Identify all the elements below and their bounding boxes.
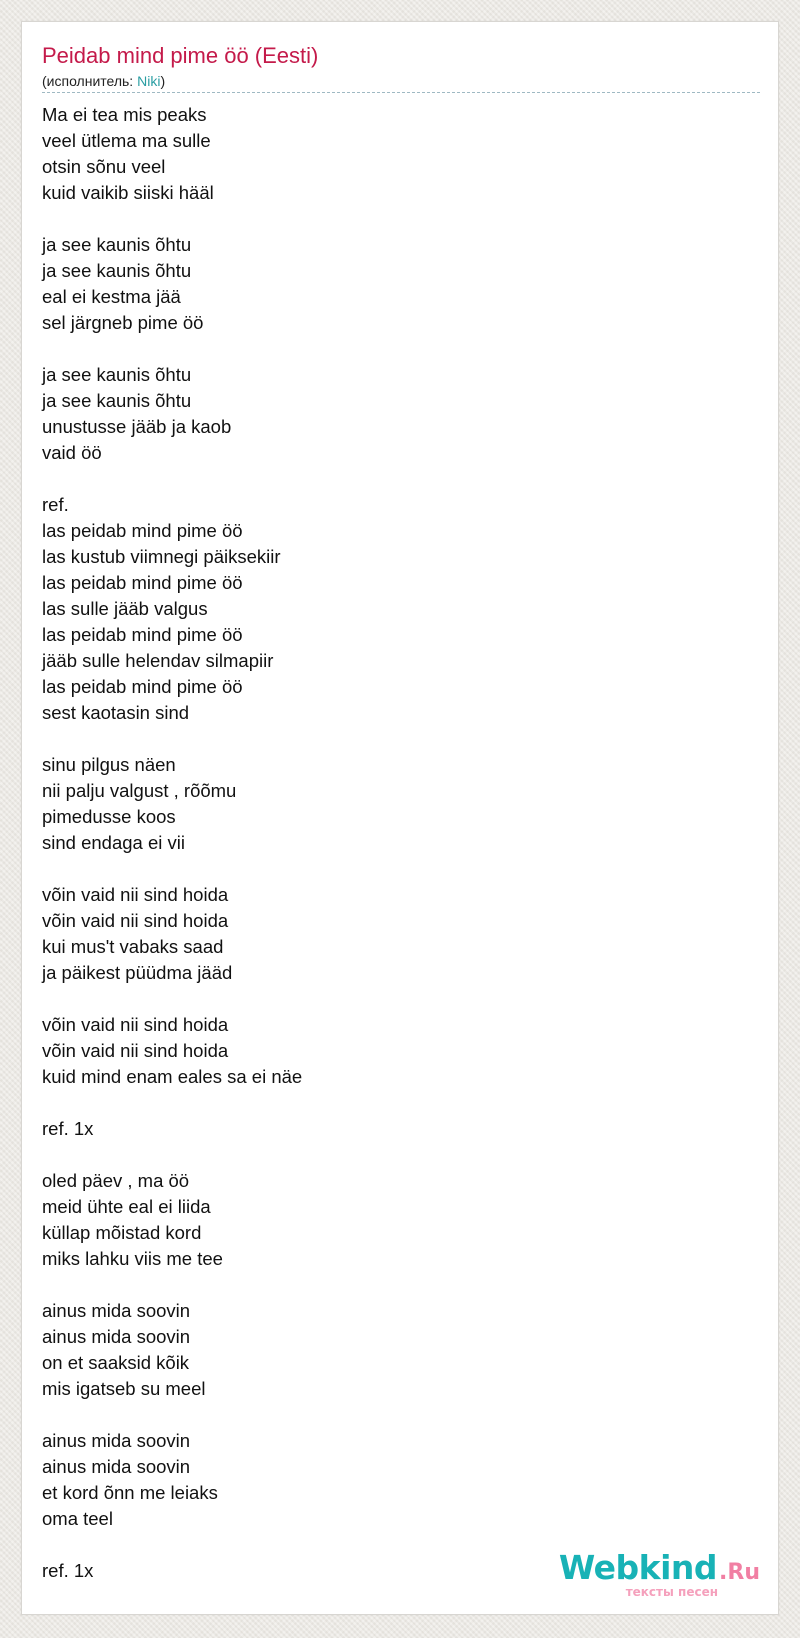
logo-tld: .Ru xyxy=(719,1560,760,1585)
lyric-line: unustusse jääb ja kaob xyxy=(42,416,232,437)
lyric-line: jääb sulle helendav silmapiir xyxy=(42,650,274,671)
artist-prefix: (исполнитель: xyxy=(42,73,138,89)
stanza-gap xyxy=(42,1272,702,1298)
stanza-gap xyxy=(42,856,702,882)
logo-subtitle: тексты песен xyxy=(625,1585,718,1599)
lyric-line: ref. 1x xyxy=(42,1560,94,1581)
artist-suffix: ) xyxy=(160,73,166,89)
lyric-line: ja see kaunis õhtu xyxy=(42,234,192,255)
lyric-line: meid ühte eal ei liida xyxy=(42,1196,211,1217)
lyric-line: võin vaid nii sind hoida xyxy=(42,1040,229,1061)
lyric-line: ja päikest püüdma jääd xyxy=(42,962,233,983)
stanza-gap xyxy=(42,336,702,362)
lyric-line: ref. xyxy=(42,494,69,515)
lyrics-body xyxy=(42,102,702,1584)
lyric-line: vaid öö xyxy=(42,442,102,463)
song-title: Peidab mind pime öö (Eesti) xyxy=(42,43,319,68)
lyric-line: las peidab mind pime öö xyxy=(42,520,243,541)
lyric-line: las peidab mind pime öö xyxy=(42,676,243,697)
lyric-line: ja see kaunis õhtu xyxy=(42,390,192,411)
stanza-gap xyxy=(42,986,702,1012)
lyric-line: et kord õnn me leiaks xyxy=(42,1482,218,1503)
artist-link[interactable]: Niki xyxy=(137,73,161,89)
lyric-line: las peidab mind pime öö xyxy=(42,572,243,593)
lyric-line: ref. 1x xyxy=(42,1118,94,1139)
lyric-line: ainus mida soovin xyxy=(42,1326,191,1347)
lyric-line: sinu pilgus näen xyxy=(42,754,176,775)
lyric-line: veel ütlema ma sulle xyxy=(42,130,211,151)
lyric-line: võin vaid nii sind hoida xyxy=(42,910,229,931)
lyric-line: sind endaga ei vii xyxy=(42,832,185,853)
stanza-gap xyxy=(42,726,702,752)
artist-line xyxy=(42,73,165,90)
lyric-line: sel järgneb pime öö xyxy=(42,312,204,333)
lyric-line: Ma ei tea mis peaks xyxy=(42,104,207,125)
lyric-line: kuid vaikib siiski hääl xyxy=(42,182,214,203)
lyric-line: ja see kaunis õhtu xyxy=(42,364,192,385)
lyric-line: mis igatseb su meel xyxy=(42,1378,206,1399)
lyric-line: eal ei kestma jää xyxy=(42,286,181,307)
stanza-gap xyxy=(42,206,702,232)
lyric-line: las kustub viimnegi päiksekiir xyxy=(42,546,281,567)
lyric-line: las sulle jääb valgus xyxy=(42,598,208,619)
stanza-gap xyxy=(42,1402,702,1428)
lyric-line: on et saaksid kõik xyxy=(42,1352,190,1373)
lyric-line: las peidab mind pime öö xyxy=(42,624,243,645)
lyrics-card xyxy=(21,21,779,1615)
stanza-gap xyxy=(42,1090,702,1116)
lyric-line: kuid mind enam eales sa ei näe xyxy=(42,1066,303,1087)
lyric-line: sest kaotasin sind xyxy=(42,702,190,723)
stanza-gap xyxy=(42,466,702,492)
logo-word: Webkind xyxy=(558,1548,718,1587)
webkind-logo[interactable] xyxy=(558,1548,768,1600)
lyric-line: miks lahku viis me tee xyxy=(42,1248,223,1269)
lyric-line: ainus mida soovin xyxy=(42,1430,191,1451)
lyric-line: ja see kaunis õhtu xyxy=(42,260,192,281)
lyric-line: oled päev , ma öö xyxy=(42,1170,190,1191)
lyric-line: ainus mida soovin xyxy=(42,1456,191,1477)
lyric-line: ainus mida soovin xyxy=(42,1300,191,1321)
title-divider xyxy=(42,92,760,93)
lyric-line: otsin sõnu veel xyxy=(42,156,166,177)
stanza-gap xyxy=(42,1142,702,1168)
lyric-line: võin vaid nii sind hoida xyxy=(42,1014,229,1035)
lyric-line: pimedusse koos xyxy=(42,806,176,827)
lyric-line: võin vaid nii sind hoida xyxy=(42,884,229,905)
lyric-line: küllap mõistad kord xyxy=(42,1222,202,1243)
lyric-line: kui mus't vabaks saad xyxy=(42,936,224,957)
lyric-line: nii palju valgust , rõõmu xyxy=(42,780,237,801)
lyric-line: oma teel xyxy=(42,1508,113,1529)
